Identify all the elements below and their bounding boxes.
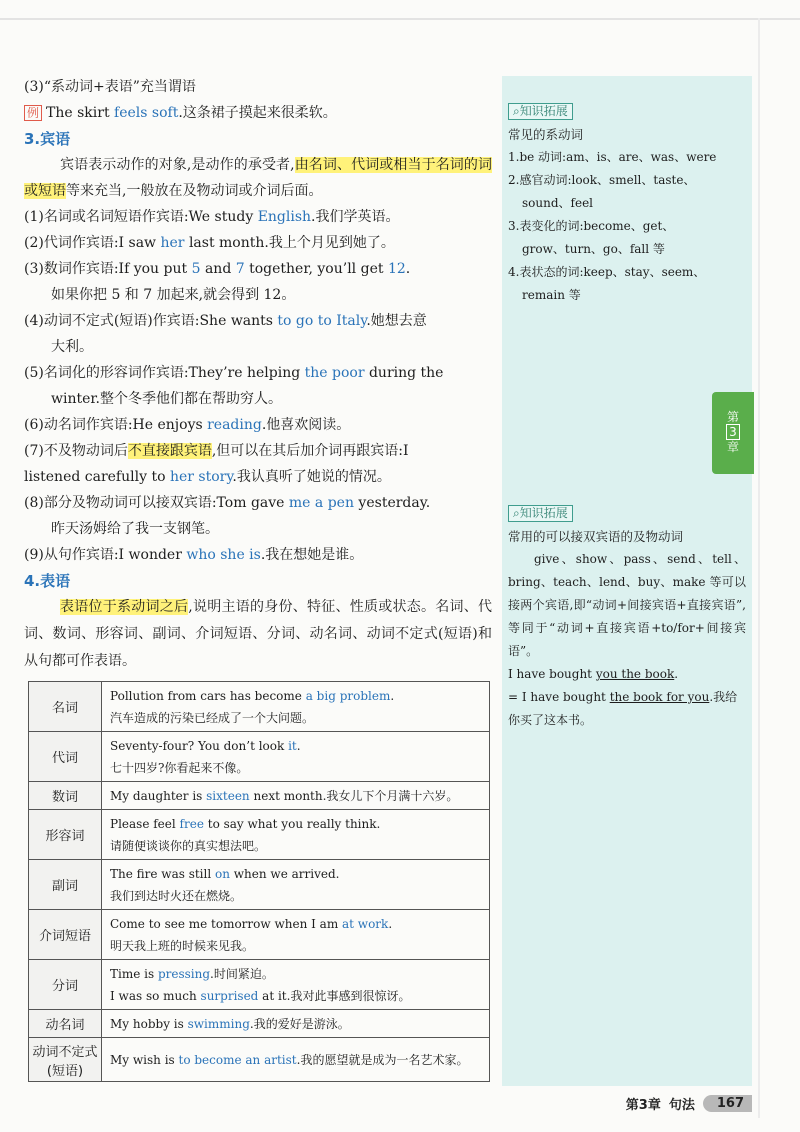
knowledge-box-double-object bbox=[508, 502, 746, 732]
predicative-intro: 表语位于系动词之后,说明主语的身份、特征、性质或状态。名词、代词、数词、形容词、副词、介词短语、分词、动名词、动词不定式(短语)和从句都可作表语。 bbox=[24, 599, 492, 669]
knowledge-line: 4.表状态的词:keep、stay、seem、 bbox=[508, 265, 706, 279]
table-row-header: 代词 bbox=[29, 732, 102, 782]
knowledge-line: 1.be 动词:am、is、are、was、were bbox=[508, 150, 717, 164]
table-row bbox=[29, 910, 490, 960]
knowledge-tag: ⌕知识拓展 bbox=[508, 505, 573, 522]
object-item-3: (3)数词作宾语:If you put 5 and 7 together, you’ll get 12. bbox=[24, 261, 411, 277]
predicative-table bbox=[28, 681, 490, 1082]
example-line: 例 The skirt feels soft.这条裙子摸起来很柔软。 bbox=[24, 100, 492, 126]
table-row bbox=[29, 782, 490, 810]
search-icon: ⌕ bbox=[513, 506, 520, 520]
table-row bbox=[29, 860, 490, 910]
object-item-6: (6)动名词作宾语:He enjoys reading.他喜欢阅读。 bbox=[24, 417, 351, 433]
table-row bbox=[29, 682, 490, 732]
table-row bbox=[29, 1010, 490, 1038]
table-cell: My wish is to become an artist.我的愿望就是成为一名艺术家。 bbox=[102, 1038, 490, 1082]
table-cell: Please feel free to say what you really think. 请随便谈谈你的真实想法吧。 bbox=[102, 810, 490, 860]
table-cell: My daughter is sixteen next month.我女儿下个月满十六岁。 bbox=[102, 782, 490, 810]
example-tag: 例 bbox=[24, 105, 42, 121]
object-item-1: (1)名词或名词短语作宾语:We study English.我们学英语。 bbox=[24, 209, 400, 225]
table-cell: Come to see me tomorrow when I am at work. 明天我上班的时候来见我。 bbox=[102, 910, 490, 960]
knowledge-body: give、show、pass、send、tell、bring、teach、lend、buy、make 等可以接两个宾语,即“动词+间接宾语+直接宾语”,等同于“动词+直接宾语+to/for+间接宾语”。 bbox=[508, 552, 746, 658]
object-item-5: (5)名词化的形容词作宾语:They’re helping the poor during the bbox=[24, 365, 444, 381]
table-cell: The fire was still on when we arrived. 我们到达时火还在燃烧。 bbox=[102, 860, 490, 910]
knowledge-line: 3.表变化的词:become、get、 bbox=[508, 219, 675, 233]
table-row bbox=[29, 810, 490, 860]
object-item-7: (7)不及物动词后不直接跟宾语,但可以在其后加介词再跟宾语:I bbox=[24, 443, 409, 459]
object-item-7-cont: listened carefully to her story.我认真听了她说的情况。 bbox=[24, 469, 391, 485]
table-cell: Pollution from cars has become a big problem. 汽车造成的污染已经成了一个大问题。 bbox=[102, 682, 490, 732]
table-row bbox=[29, 960, 490, 1010]
table-row-header: 形容词 bbox=[29, 810, 102, 860]
search-icon: ⌕ bbox=[513, 104, 520, 118]
section-title-predicative: 4.表语 bbox=[24, 572, 71, 590]
knowledge-title: 常用的可以接双宾语的及物动词 bbox=[508, 529, 684, 544]
object-item-2: (2)代词作宾语:I saw her last month.我上个月见到她了。 bbox=[24, 235, 395, 251]
sidebar-panel bbox=[502, 76, 752, 1086]
table-row bbox=[29, 732, 490, 782]
knowledge-tag: ⌕知识拓展 bbox=[508, 103, 573, 120]
highlight-text: 由名词、代词或相当于名词的词或短语 bbox=[24, 157, 493, 199]
table-cell: Seventy-four? You don’t look it. 七十四岁?你看起来不像。 bbox=[102, 732, 490, 782]
table-row-header: 数词 bbox=[29, 782, 102, 810]
table-row bbox=[29, 1038, 490, 1082]
object-intro: 宾语表示动作的对象,是动作的承受者,由名词、代词或相当于名词的词或短语等来充当,一般放在及物动词或介词后面。 bbox=[24, 157, 493, 199]
object-item-9: (9)从句作宾语:I wonder who she is.我在想她是谁。 bbox=[24, 547, 364, 563]
knowledge-line: 2.感官动词:look、smell、taste、 bbox=[508, 173, 696, 187]
subsection-title: (3)“系动词+表语”充当谓语 bbox=[24, 79, 196, 95]
object-item-8-cont: 昨天汤姆给了我一支钢笔。 bbox=[51, 521, 219, 537]
table-cell: My hobby is swimming.我的爱好是游泳。 bbox=[102, 1010, 490, 1038]
knowledge-example: I have bought you the book. bbox=[508, 667, 679, 681]
knowledge-box-linking-verbs bbox=[508, 100, 746, 307]
page-number: 167 bbox=[703, 1095, 752, 1112]
knowledge-title: 常见的系动词 bbox=[508, 127, 584, 142]
object-item-3-cont: 如果你把 5 和 7 加起来,就会得到 12。 bbox=[51, 287, 296, 303]
main-column bbox=[24, 74, 492, 675]
page-edge bbox=[758, 18, 760, 1118]
table-row-header: 名词 bbox=[29, 682, 102, 732]
table-row-header: 介词短语 bbox=[29, 910, 102, 960]
section-title-object: 3.宾语 bbox=[24, 130, 71, 148]
page-footer bbox=[626, 1094, 752, 1113]
table-row-header: 分词 bbox=[29, 960, 102, 1010]
table-row-header: 动词不定式(短语) bbox=[29, 1038, 102, 1082]
table-row-header: 动名词 bbox=[29, 1010, 102, 1038]
knowledge-line: remain 等 bbox=[522, 288, 581, 302]
object-item-5-cont: winter.整个冬季他们都在帮助穷人。 bbox=[51, 391, 282, 407]
object-item-4: (4)动词不定式(短语)作宾语:She wants to go to Italy.她想去意 bbox=[24, 313, 427, 329]
knowledge-example: = I have bought the book for you.我给你买了这本书。 bbox=[508, 690, 738, 727]
footer-title: 句法 bbox=[668, 1098, 695, 1113]
table-cell: Time is pressing.时间紧迫。 I was so much surprised at it.我对此事感到很惊讶。 bbox=[102, 960, 490, 1010]
knowledge-line: grow、turn、go、fall 等 bbox=[522, 242, 665, 256]
highlight-text: 表语位于系动词之后 bbox=[60, 599, 189, 615]
knowledge-line: sound、feel bbox=[522, 196, 594, 210]
footer-chapter: 第3章 bbox=[625, 1098, 661, 1113]
top-rule bbox=[0, 18, 800, 20]
chapter-tab: 第 3 章 bbox=[712, 392, 754, 474]
object-item-4-cont: 大利。 bbox=[51, 339, 93, 355]
object-item-8: (8)部分及物动词可以接双宾语:Tom gave me a pen yesterday. bbox=[24, 495, 431, 511]
table-row-header: 副词 bbox=[29, 860, 102, 910]
